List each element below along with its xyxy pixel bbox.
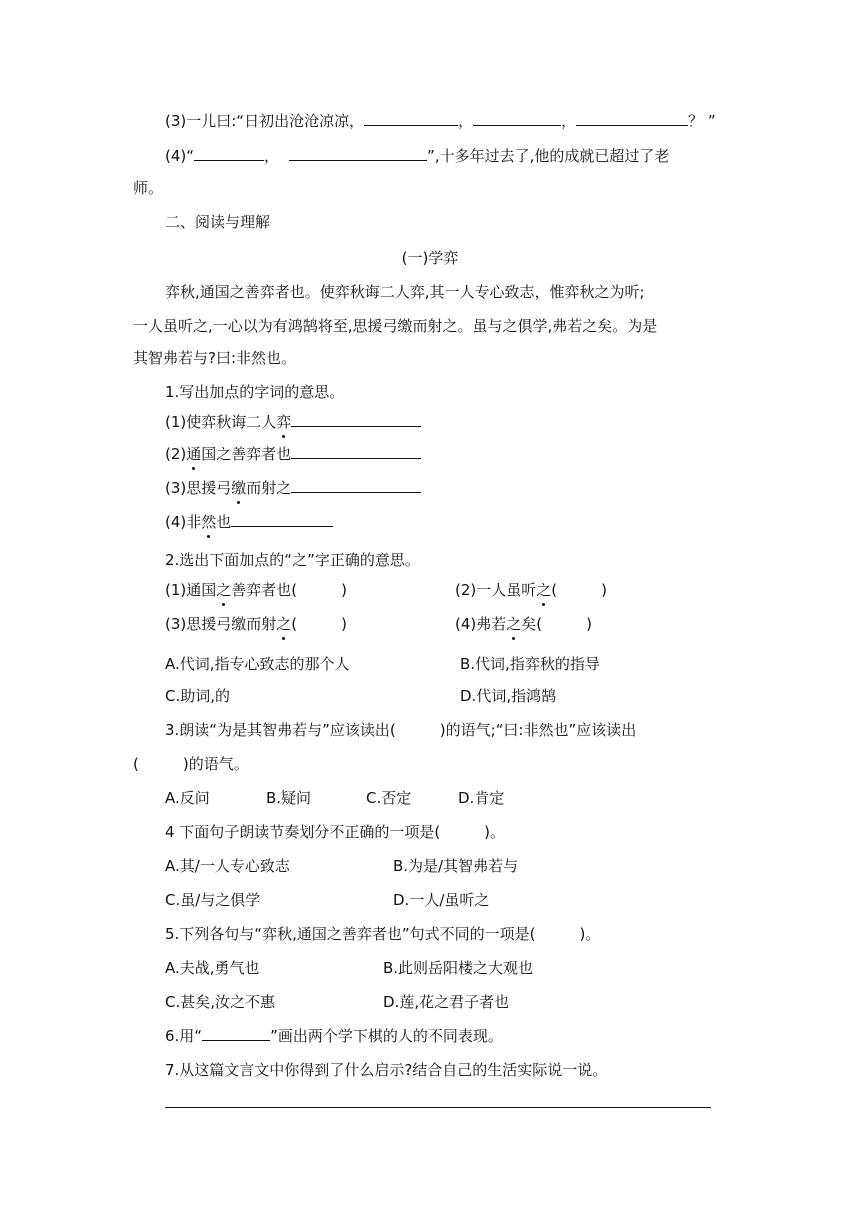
dotted-char: 通 [186, 445, 202, 463]
item-text: ( [291, 615, 298, 633]
stem-text: ( [133, 755, 139, 773]
q3-stem-cont [133, 754, 249, 774]
q4-sep: ， [264, 147, 280, 165]
answer-line[interactable] [165, 1107, 711, 1108]
item-text: (2)一人虽听 [455, 581, 537, 599]
stem-text: )。 [484, 823, 506, 841]
passage-line: 其智弗若与?曰:非然也。 [133, 349, 297, 367]
item-text: (4)弗若 [455, 615, 507, 633]
q5-option: C.甚矣,汝之不惠 [165, 993, 276, 1011]
stem-text: 4 下面句子朗读节奏划分不正确的一项是( [165, 823, 441, 841]
passage-line: 一人虽听之,一心以为有鸿鹄将至,思援弓缴而射之。虽与之俱学,弗若之矣。为是 [133, 317, 658, 335]
answer-blank[interactable] [291, 412, 421, 427]
dotted-char: 之 [536, 581, 552, 599]
stem-text: 5.下列各句与“弈秋,通国之善弈者也”句式不同的一项是( [165, 925, 536, 943]
q7-stem: 7.从这篇文言文中你得到了什么启示?结合自己的生活实际说一说。 [165, 1061, 608, 1079]
stem-text: 3.朗读“为是其智弗若与”应该读出( [165, 721, 396, 739]
q2-item [455, 580, 607, 600]
fill-in-q4-cont: 师。 [133, 179, 164, 197]
stem-text: ”画出两个学下棋的人的不同表现。 [270, 1027, 503, 1045]
item-text: ) [341, 581, 347, 599]
q2-option: A.代词,指专心致志的那个人 [165, 655, 350, 673]
q1-item [165, 412, 421, 432]
answer-blank[interactable] [291, 444, 421, 459]
q2-option: C.助词,的 [165, 687, 231, 705]
stem-text: )的语气;“曰:非然也”应该读出 [439, 721, 637, 739]
fill-in-q3 [165, 111, 716, 131]
answer-blank[interactable] [576, 111, 688, 126]
dotted-char: 缴 [231, 479, 247, 497]
q1-item [165, 512, 333, 532]
q5-option: A.夫战,勇气也 [165, 959, 260, 977]
q4-option: C.虽/与之俱学 [165, 891, 261, 909]
section-heading: 二、阅读与理解 [165, 213, 271, 231]
answer-blank[interactable] [289, 146, 427, 161]
q1-item [165, 478, 421, 498]
answer-blank[interactable] [194, 146, 264, 161]
answer-blank[interactable] [291, 478, 421, 493]
q4-option: D.一人/虽听之 [393, 891, 490, 909]
q2-option: B.代词,指弈秋的指导 [460, 655, 600, 673]
passage-line: 弈秋,通国之善弈者也。使弈秋诲二人弈,其一人专心致志，惟弈秋之为听; [165, 283, 645, 301]
q2-item [455, 614, 592, 634]
answer-blank[interactable] [231, 512, 333, 527]
dotted-char: 之 [216, 581, 232, 599]
dotted-char: 弈 [276, 413, 292, 431]
stem-text: )。 [579, 925, 601, 943]
q3-option: D.肯定 [458, 789, 505, 807]
dotted-char: 之 [276, 615, 292, 633]
q4-stem [165, 822, 505, 842]
q5-stem [165, 924, 600, 944]
stem-text: )的语气。 [182, 755, 249, 773]
dotted-char: 然 [201, 513, 217, 531]
q1-stem: 1.写出加点的字词的意思。 [165, 383, 345, 401]
q3-sep1: ， [458, 112, 474, 130]
item-text: 善弈者也( [231, 581, 298, 599]
item-text: ( [551, 581, 558, 599]
item-text: (2) [165, 445, 187, 463]
passage-title: (一)学弈 [401, 249, 459, 267]
answer-blank[interactable] [473, 111, 561, 126]
q4-prefix: (4)“ [165, 147, 195, 165]
dotted-char: 之 [506, 615, 522, 633]
item-text: (1)通国 [165, 581, 217, 599]
q5-option: D.莲,花之君子者也 [383, 993, 510, 1011]
q5-option: B.此则岳阳楼之大观也 [383, 959, 534, 977]
q3-suffix: ？ ” [688, 112, 716, 130]
q3-option: A.反问 [165, 789, 210, 807]
item-text: ) [601, 581, 607, 599]
item-text: 矣( [521, 615, 543, 633]
q1-item [165, 444, 421, 464]
item-text: (4)非 [165, 513, 202, 531]
q2-option: D.代词,指鸿鹄 [460, 687, 557, 705]
item-text: ) [341, 615, 347, 633]
stem-text: 6.用“ [165, 1027, 203, 1045]
underline-sample [202, 1026, 270, 1041]
q3-option: B.疑问 [266, 789, 312, 807]
item-text: (3)思援弓 [165, 479, 232, 497]
item-text: 国之善弈者也 [201, 445, 292, 463]
q6-stem [165, 1026, 503, 1046]
q2-stem: 2.选出下面加点的“之”字正确的意思。 [165, 551, 420, 569]
item-text: (3)思援弓缴而射 [165, 615, 277, 633]
fill-in-q4 [165, 146, 669, 166]
q2-item [165, 614, 347, 634]
item-text: ) [586, 615, 592, 633]
item-text: (1)使弈秋诲二人 [165, 413, 277, 431]
q3-option: C.否定 [366, 789, 412, 807]
answer-blank[interactable] [364, 111, 458, 126]
q4-option: A.其/一人专心致志 [165, 857, 290, 875]
q4-option: B.为是/其智弗若与 [393, 857, 519, 875]
q4-suffix: ”,十多年过去了,他的成就已超过了老 [427, 147, 670, 165]
q3-text: (3)一儿曰:“日初出沧沧凉凉， [165, 112, 365, 130]
item-text: 而射之 [246, 479, 292, 497]
q3-stem [165, 720, 636, 740]
q3-sep2: ， [561, 112, 577, 130]
item-text: 也 [216, 513, 232, 531]
q2-item [165, 580, 347, 600]
